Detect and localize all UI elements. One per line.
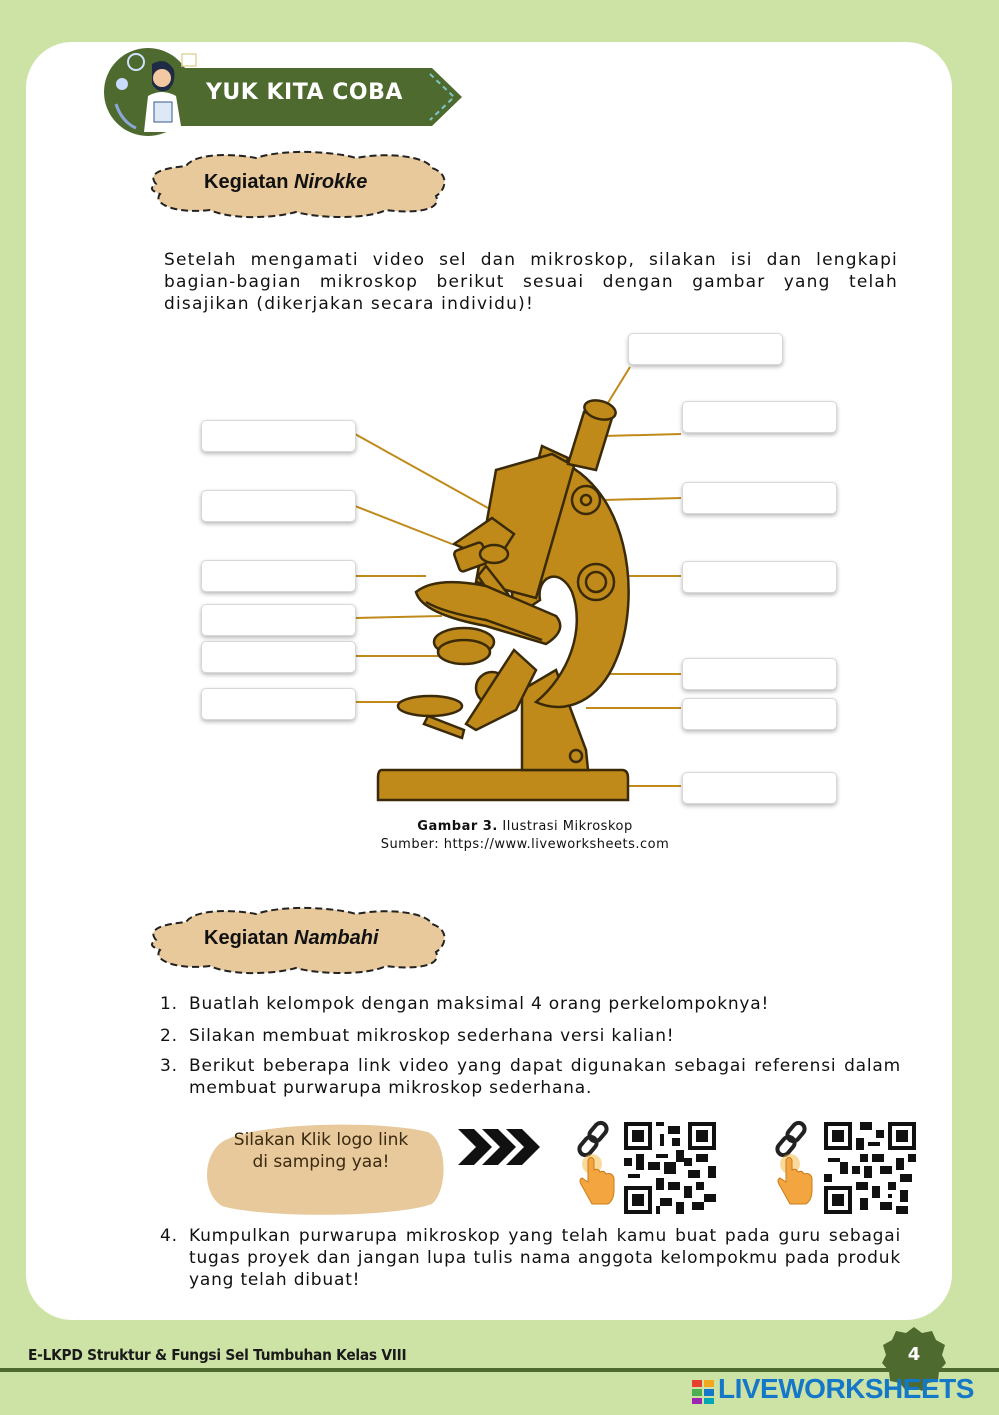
section1-title-prefix: Kegiatan xyxy=(204,171,295,193)
link-hand-icon[interactable] xyxy=(772,1120,816,1210)
list-number: 3. xyxy=(160,1056,178,1076)
scientist-avatar-icon xyxy=(100,44,204,138)
instruction-paragraph: Setelah mengamati video sel dan mikroskop, silakan isi dan lengkapi bagian-bagian mikroskop berikut sesuai dengan gambar yang telah disajikan (dikerjakan secara individu)! xyxy=(164,250,898,314)
answer-box-right-6[interactable] xyxy=(682,698,837,730)
section2-title-italic: Nambahi xyxy=(294,927,379,949)
list-text: Kumpulkan purwarupa mikroskop yang telah kamu buat pada guru sebagai tugas proyek dan jangan lupa tulis nama anggota kelompokmu pada produk yang telah dibuat! xyxy=(189,1226,901,1290)
answer-box-eyepiece[interactable] xyxy=(628,333,783,365)
section1-title-italic: Nirokke xyxy=(294,171,368,193)
answer-box-right-2[interactable] xyxy=(682,401,837,433)
answer-box-left-4[interactable] xyxy=(201,604,356,636)
qr-code-2[interactable] xyxy=(824,1122,916,1214)
liveworksheets-brand[interactable]: LIVEWORKSHEETS xyxy=(718,1373,974,1404)
caption-text: Ilustrasi Mikroskop xyxy=(497,819,633,834)
page-number: 4 xyxy=(907,1344,921,1365)
click-hint-text: Silakan Klik logo link di samping yaa! xyxy=(233,1130,409,1172)
section2-title xyxy=(204,927,379,950)
caption-label: Gambar 3. xyxy=(417,819,498,834)
footer-divider xyxy=(0,1368,999,1372)
list-text: Buatlah kelompok dengan maksimal 4 orang perkelompoknya! xyxy=(189,994,770,1014)
list-text: Silakan membuat mikroskop sederhana versi kalian! xyxy=(189,1026,675,1046)
answer-box-right-4[interactable] xyxy=(682,561,837,593)
banner-title: YUK KITA COBA xyxy=(206,80,403,105)
section2-title-prefix: Kegiatan xyxy=(204,927,295,949)
answer-box-right-5[interactable] xyxy=(682,658,837,690)
answer-box-left-1[interactable] xyxy=(201,420,356,452)
answer-box-base[interactable] xyxy=(682,772,837,804)
section1-title xyxy=(204,171,367,194)
list-number: 4. xyxy=(160,1226,178,1246)
qr-code-1[interactable] xyxy=(624,1122,716,1214)
figure-caption xyxy=(300,818,750,854)
answer-box-left-5[interactable] xyxy=(201,641,356,673)
footer-title: E-LKPD Struktur & Fungsi Sel Tumbuhan Kelas VIII xyxy=(28,1346,407,1364)
chevron-arrows-icon xyxy=(456,1127,542,1167)
liveworksheets-logo-icon xyxy=(692,1380,714,1404)
list-number: 1. xyxy=(160,994,178,1014)
list-text: Berikut beberapa link video yang dapat digunakan sebagai referensi dalam membuat purwarupa mikroskop sederhana. xyxy=(189,1056,901,1098)
answer-box-left-2[interactable] xyxy=(201,490,356,522)
link-hand-icon[interactable] xyxy=(574,1120,618,1210)
caption-source: Sumber: https://www.liveworksheets.com xyxy=(380,837,670,852)
answer-box-left-6[interactable] xyxy=(201,688,356,720)
list-number: 2. xyxy=(160,1026,178,1046)
answer-box-left-3[interactable] xyxy=(201,560,356,592)
answer-box-right-3[interactable] xyxy=(682,482,837,514)
